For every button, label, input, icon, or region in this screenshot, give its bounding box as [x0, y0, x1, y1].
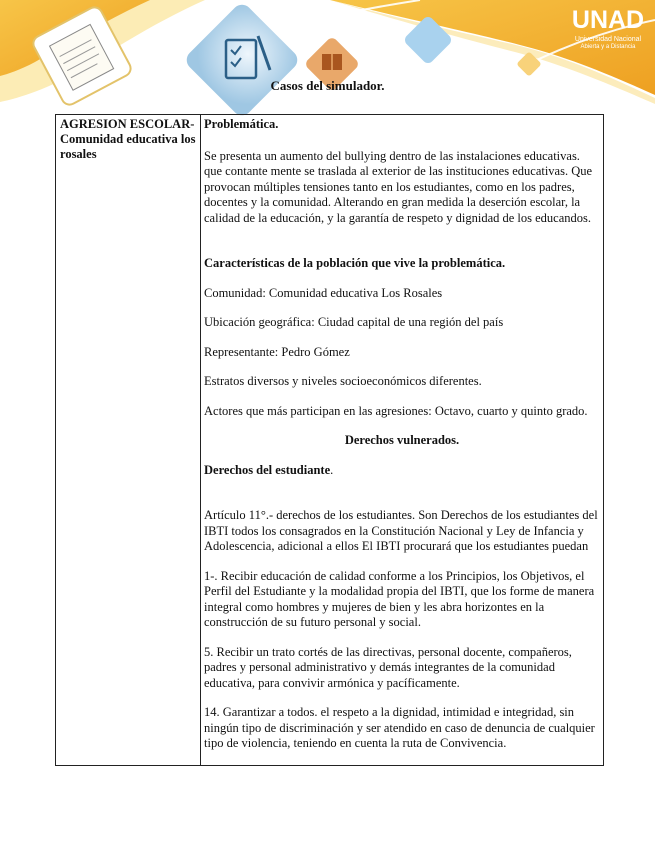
unad-logo-mark: UNAD	[571, 6, 645, 34]
problem-heading: Problemática.	[204, 117, 279, 131]
location-text: Ubicación geográfica: Ciudad capital de una región del país	[204, 315, 504, 329]
right-item-14: 14. Garantizar a todos. el respeto a la dignidad, intimidad e integridad, sin ningún tipo de discriminación y ser atendido en caso de denuncia de cualquier tipo de violencia, teniendo en cuenta la ruta de Convivencia.	[204, 705, 595, 750]
rights-heading: Derechos vulnerados.	[344, 433, 460, 447]
actors-text: Actores que más participan en las agresiones: Octavo, cuarto y quinto grado.	[204, 403, 588, 418]
student-rights-heading: Derechos del estudiante	[204, 462, 331, 477]
document-title: Casos del simulador.	[270, 78, 385, 93]
checklist-icon	[183, 1, 302, 118]
unad-logo-subtitle-2: Abierta y a Distancia	[580, 44, 636, 50]
banner-graphics	[0, 0, 655, 118]
article-text: Artículo 11°.- derechos de los estudiantes. Son Derechos de los estudiantes del IBTI todos los consagrados en la Constitución Nacional y Ley de Infancia y Adolescencia, adicional a ellos El IBTI procurará que los estudiantes puedan	[204, 508, 598, 553]
community-text: Comunidad: Comunidad educativa Los Rosales	[204, 285, 443, 300]
student-rights-heading-line	[204, 463, 600, 479]
right-item-1: 1-. Recibir educación de calidad conforme a los Principios, los Objetivos, el Perfil del Estudiante y la modalidad propia del IBTI, que los forme de manera integral como hombres y mujeres de bien y les abra horizontes en la construcción de su futuro personal y social.	[204, 568, 595, 629]
column-divider	[200, 115, 201, 765]
unad-logo-subtitle: Universidad Nacional	[574, 36, 642, 43]
right-item-5: 5. Recibir un trato cortés de las directivas, personal docente, compañeros, padres y personal administrativo y demás integrantes de la comunidad educativa, para convivir armónica y pacíficamente.	[204, 644, 572, 690]
unad-logo	[566, 4, 650, 62]
problem-text: Se presenta un aumento del bullying dentro de las instalaciones educativas. que contante mente se traslada al exterior de las instituciones educativas. Que provocan múltiples tensiones tanto en los estudiantes, como en los padres, docentes y la comunidad. Alterando en gran medida la deserción escolar, la calidad de la educación, y la garantía de respeto y dignidad de los educandos.	[204, 148, 593, 225]
case-table	[55, 114, 604, 766]
population-heading: Características de la población que vive la problemática.	[204, 256, 506, 270]
case-name-cell: AGRESION ESCOLAR-Comunidad educativa los rosales	[60, 117, 196, 161]
strata-text: Estratos diversos y niveles socioeconómicos diferentes.	[204, 374, 482, 388]
student-rights-heading-dot: .	[330, 462, 334, 477]
header-banner	[0, 0, 655, 118]
case-details-cell	[204, 117, 600, 752]
representative-text: Representante: Pedro Gómez	[204, 344, 350, 359]
